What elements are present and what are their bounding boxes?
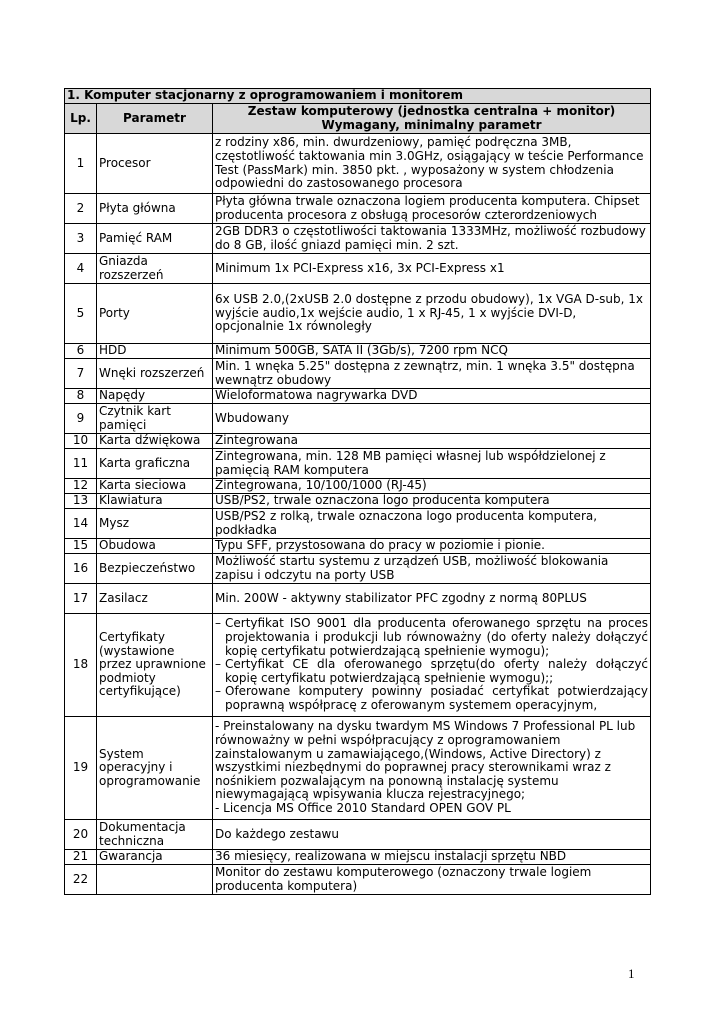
header-value-line2: Wymagany, minimalny parametr <box>321 117 542 132</box>
table-row <box>65 194 651 224</box>
table-row <box>65 254 651 284</box>
row-number: 22 <box>65 865 97 895</box>
row-number: 20 <box>65 820 97 850</box>
header-value <box>213 104 651 134</box>
row-parameter: Napędy <box>97 389 213 404</box>
row-parameter: Gniazda rozszerzeń <box>97 254 213 284</box>
row-parameter: Pamięć RAM <box>97 224 213 254</box>
row-value: Do każdego zestawu <box>213 820 651 850</box>
row-parameter: Certyfikaty (wystawione przez uprawnione podmioty certyfikujące) <box>97 614 213 717</box>
table-row <box>65 449 651 479</box>
table-row <box>65 509 651 539</box>
table-row <box>65 539 651 554</box>
row-value: 6x USB 2.0,(2xUSB 2.0 dostępne z przodu obudowy), 1x VGA D-sub, 1x wyjście audio,1x wejście audio, 1 x RJ-45, 1 x wyjście DVI-D, opcjonalnie 1x równoległy <box>213 284 651 344</box>
row-number: 10 <box>65 434 97 449</box>
row-value <box>213 717 651 820</box>
table-row <box>65 284 651 344</box>
row-value: Minimum 1x PCI-Express x16, 3x PCI-Express x1 <box>213 254 651 284</box>
table-row <box>65 359 651 389</box>
row-parameter: Mysz <box>97 509 213 539</box>
table-row <box>65 404 651 434</box>
table-row <box>65 344 651 359</box>
certificate-item <box>215 658 648 685</box>
row-number: 15 <box>65 539 97 554</box>
row-parameter: Porty <box>97 284 213 344</box>
row-number: 6 <box>65 344 97 359</box>
office-license: - Licencja MS Office 2010 Standard OPEN GOV PL <box>215 800 511 815</box>
dash-marker: – <box>215 616 221 631</box>
row-value: Zintegrowana, min. 128 MB pamięci własnej lub współdzielonej z pamięcią RAM komputera <box>213 449 651 479</box>
row-number: 2 <box>65 194 97 224</box>
row-number: 3 <box>65 224 97 254</box>
row-parameter: Dokumentacja techniczna <box>97 820 213 850</box>
row-value: Możliwość startu systemu z urządzeń USB, możliwość blokowania zapisu i odczytu na porty USB <box>213 554 651 584</box>
row-number: 13 <box>65 494 97 509</box>
row-parameter: Gwarancja <box>97 850 213 865</box>
row-parameter: Klawiatura <box>97 494 213 509</box>
row-value: Min. 200W - aktywny stabilizator PFC zgodny z normą 80PLUS <box>213 584 651 614</box>
table-row <box>65 820 651 850</box>
row-parameter: Karta sieciowa <box>97 479 213 494</box>
row-number: 16 <box>65 554 97 584</box>
table-row <box>65 224 651 254</box>
table-row <box>65 479 651 494</box>
row-value: Zintegrowana, 10/100/1000 (RJ-45) <box>213 479 651 494</box>
spec-table <box>64 88 651 895</box>
certificate-item <box>215 617 648 658</box>
os-requirement: - Preinstalowany na dysku twardym MS Windows 7 Professional PL lub równoważny w pełni współpracujący z oprogramowaniem zainstalowanym u zamawiającego,(Windows, Active Directory) z wszystkimi niezbędnymi do poprawnej pracy sterownikami wraz z nośnikiem pozwalającym na ponowną instalację systemu niewymagającą wpisywania klucza rejestracyjnego; <box>215 719 636 802</box>
certificate-text: Certyfikat CE dla oferowanego sprzętu(do oferty należy dołączyć kopię certyfikatu potwierdzającą spełnienie wymogu);; <box>225 657 649 685</box>
header-value-line1: Zestaw komputerowy (jednostka centralna + monitor) <box>247 103 616 118</box>
row-value: Wieloformatowa nagrywarka DVD <box>213 389 651 404</box>
table-title: 1. Komputer stacjonarny z oprogramowaniem i monitorem <box>65 89 651 104</box>
row-parameter: HDD <box>97 344 213 359</box>
row-parameter: Karta dźwiękowa <box>97 434 213 449</box>
row-value: Wbudowany <box>213 404 651 434</box>
table-title-row <box>65 89 651 104</box>
dash-marker: – <box>215 657 221 672</box>
row-parameter: Wnęki rozszerzeń <box>97 359 213 389</box>
row-value <box>213 614 651 717</box>
row-value: Zintegrowana <box>213 434 651 449</box>
row-parameter: Karta graficzna <box>97 449 213 479</box>
row-number: 9 <box>65 404 97 434</box>
table-row <box>65 850 651 865</box>
table-header-row <box>65 104 651 134</box>
row-parameter: Procesor <box>97 134 213 194</box>
row-value: USB/PS2, trwale oznaczona logo producenta komputera <box>213 494 651 509</box>
row-value: Płyta główna trwale oznaczona logiem producenta komputera. Chipset producenta procesora z obsługą procesorów czterordzeniowych <box>213 194 651 224</box>
row-value: 36 miesięcy, realizowana w miejscu instalacji sprzętu NBD <box>213 850 651 865</box>
row-number: 5 <box>65 284 97 344</box>
table-row <box>65 614 651 717</box>
row-parameter: System operacyjny i oprogramowanie <box>97 717 213 820</box>
row-value: 2GB DDR3 o częstotliwości taktowania 1333MHz, możliwość rozbudowy do 8 GB, ilość gniazd pamięci min. 2 szt. <box>213 224 651 254</box>
table-row <box>65 134 651 194</box>
row-value: Monitor do zestawu komputerowego (oznaczony trwale logiem producenta komputera) <box>213 865 651 895</box>
row-parameter: Zasilacz <box>97 584 213 614</box>
row-number: 1 <box>65 134 97 194</box>
row-parameter: Płyta główna <box>97 194 213 224</box>
dash-marker: – <box>215 684 221 699</box>
row-number: 17 <box>65 584 97 614</box>
table-row <box>65 389 651 404</box>
row-number: 7 <box>65 359 97 389</box>
row-parameter: Bezpieczeństwo <box>97 554 213 584</box>
header-lp: Lp. <box>65 104 97 134</box>
row-number: 8 <box>65 389 97 404</box>
certificate-item <box>215 685 648 712</box>
row-value: Min. 1 wnęka 5.25" dostępna z zewnątrz, min. 1 wnęka 3.5" dostępna wewnątrz obudowy <box>213 359 651 389</box>
row-number: 12 <box>65 479 97 494</box>
table-row <box>65 554 651 584</box>
row-value: Typu SFF, przystosowana do pracy w poziomie i pionie. <box>213 539 651 554</box>
page-number: 1 <box>628 966 635 981</box>
table-row <box>65 717 651 820</box>
header-parametr: Parametr <box>97 104 213 134</box>
row-number: 11 <box>65 449 97 479</box>
certificate-text: Certyfikat ISO 9001 dla producenta oferowanego sprzętu na proces projektowania i produkcji lub równoważny (do oferty należy dołączyć kopię certyfikatu potwierdzającą spełnienie wymogu); <box>225 616 649 658</box>
row-parameter: Czytnik kart pamięci <box>97 404 213 434</box>
row-number: 4 <box>65 254 97 284</box>
table-row <box>65 584 651 614</box>
table-row <box>65 434 651 449</box>
table-row <box>65 865 651 895</box>
certificate-text: Oferowane komputery powinny posiadać certyfikat potwierdzający poprawną współpracę z oferowanym systemem operacyjnym, <box>225 684 649 712</box>
row-value: Minimum 500GB, SATA II (3Gb/s), 7200 rpm NCQ <box>213 344 651 359</box>
row-value: z rodziny x86, min. dwurdzeniowy, pamięć podręczna 3MB, częstotliwość taktowania min 3.0GHz, osiągający w teście Performance Test (PassMark) min. 3850 pkt. , wyposażony w system chłodzenia odpowiedni do zastosowanego procesora <box>213 134 651 194</box>
row-value: USB/PS2 z rolką, trwale oznaczona logo producenta komputera, podkładka <box>213 509 651 539</box>
row-parameter <box>97 865 213 895</box>
row-number: 19 <box>65 717 97 820</box>
row-number: 14 <box>65 509 97 539</box>
row-number: 21 <box>65 850 97 865</box>
table-row <box>65 494 651 509</box>
row-number: 18 <box>65 614 97 717</box>
row-parameter: Obudowa <box>97 539 213 554</box>
